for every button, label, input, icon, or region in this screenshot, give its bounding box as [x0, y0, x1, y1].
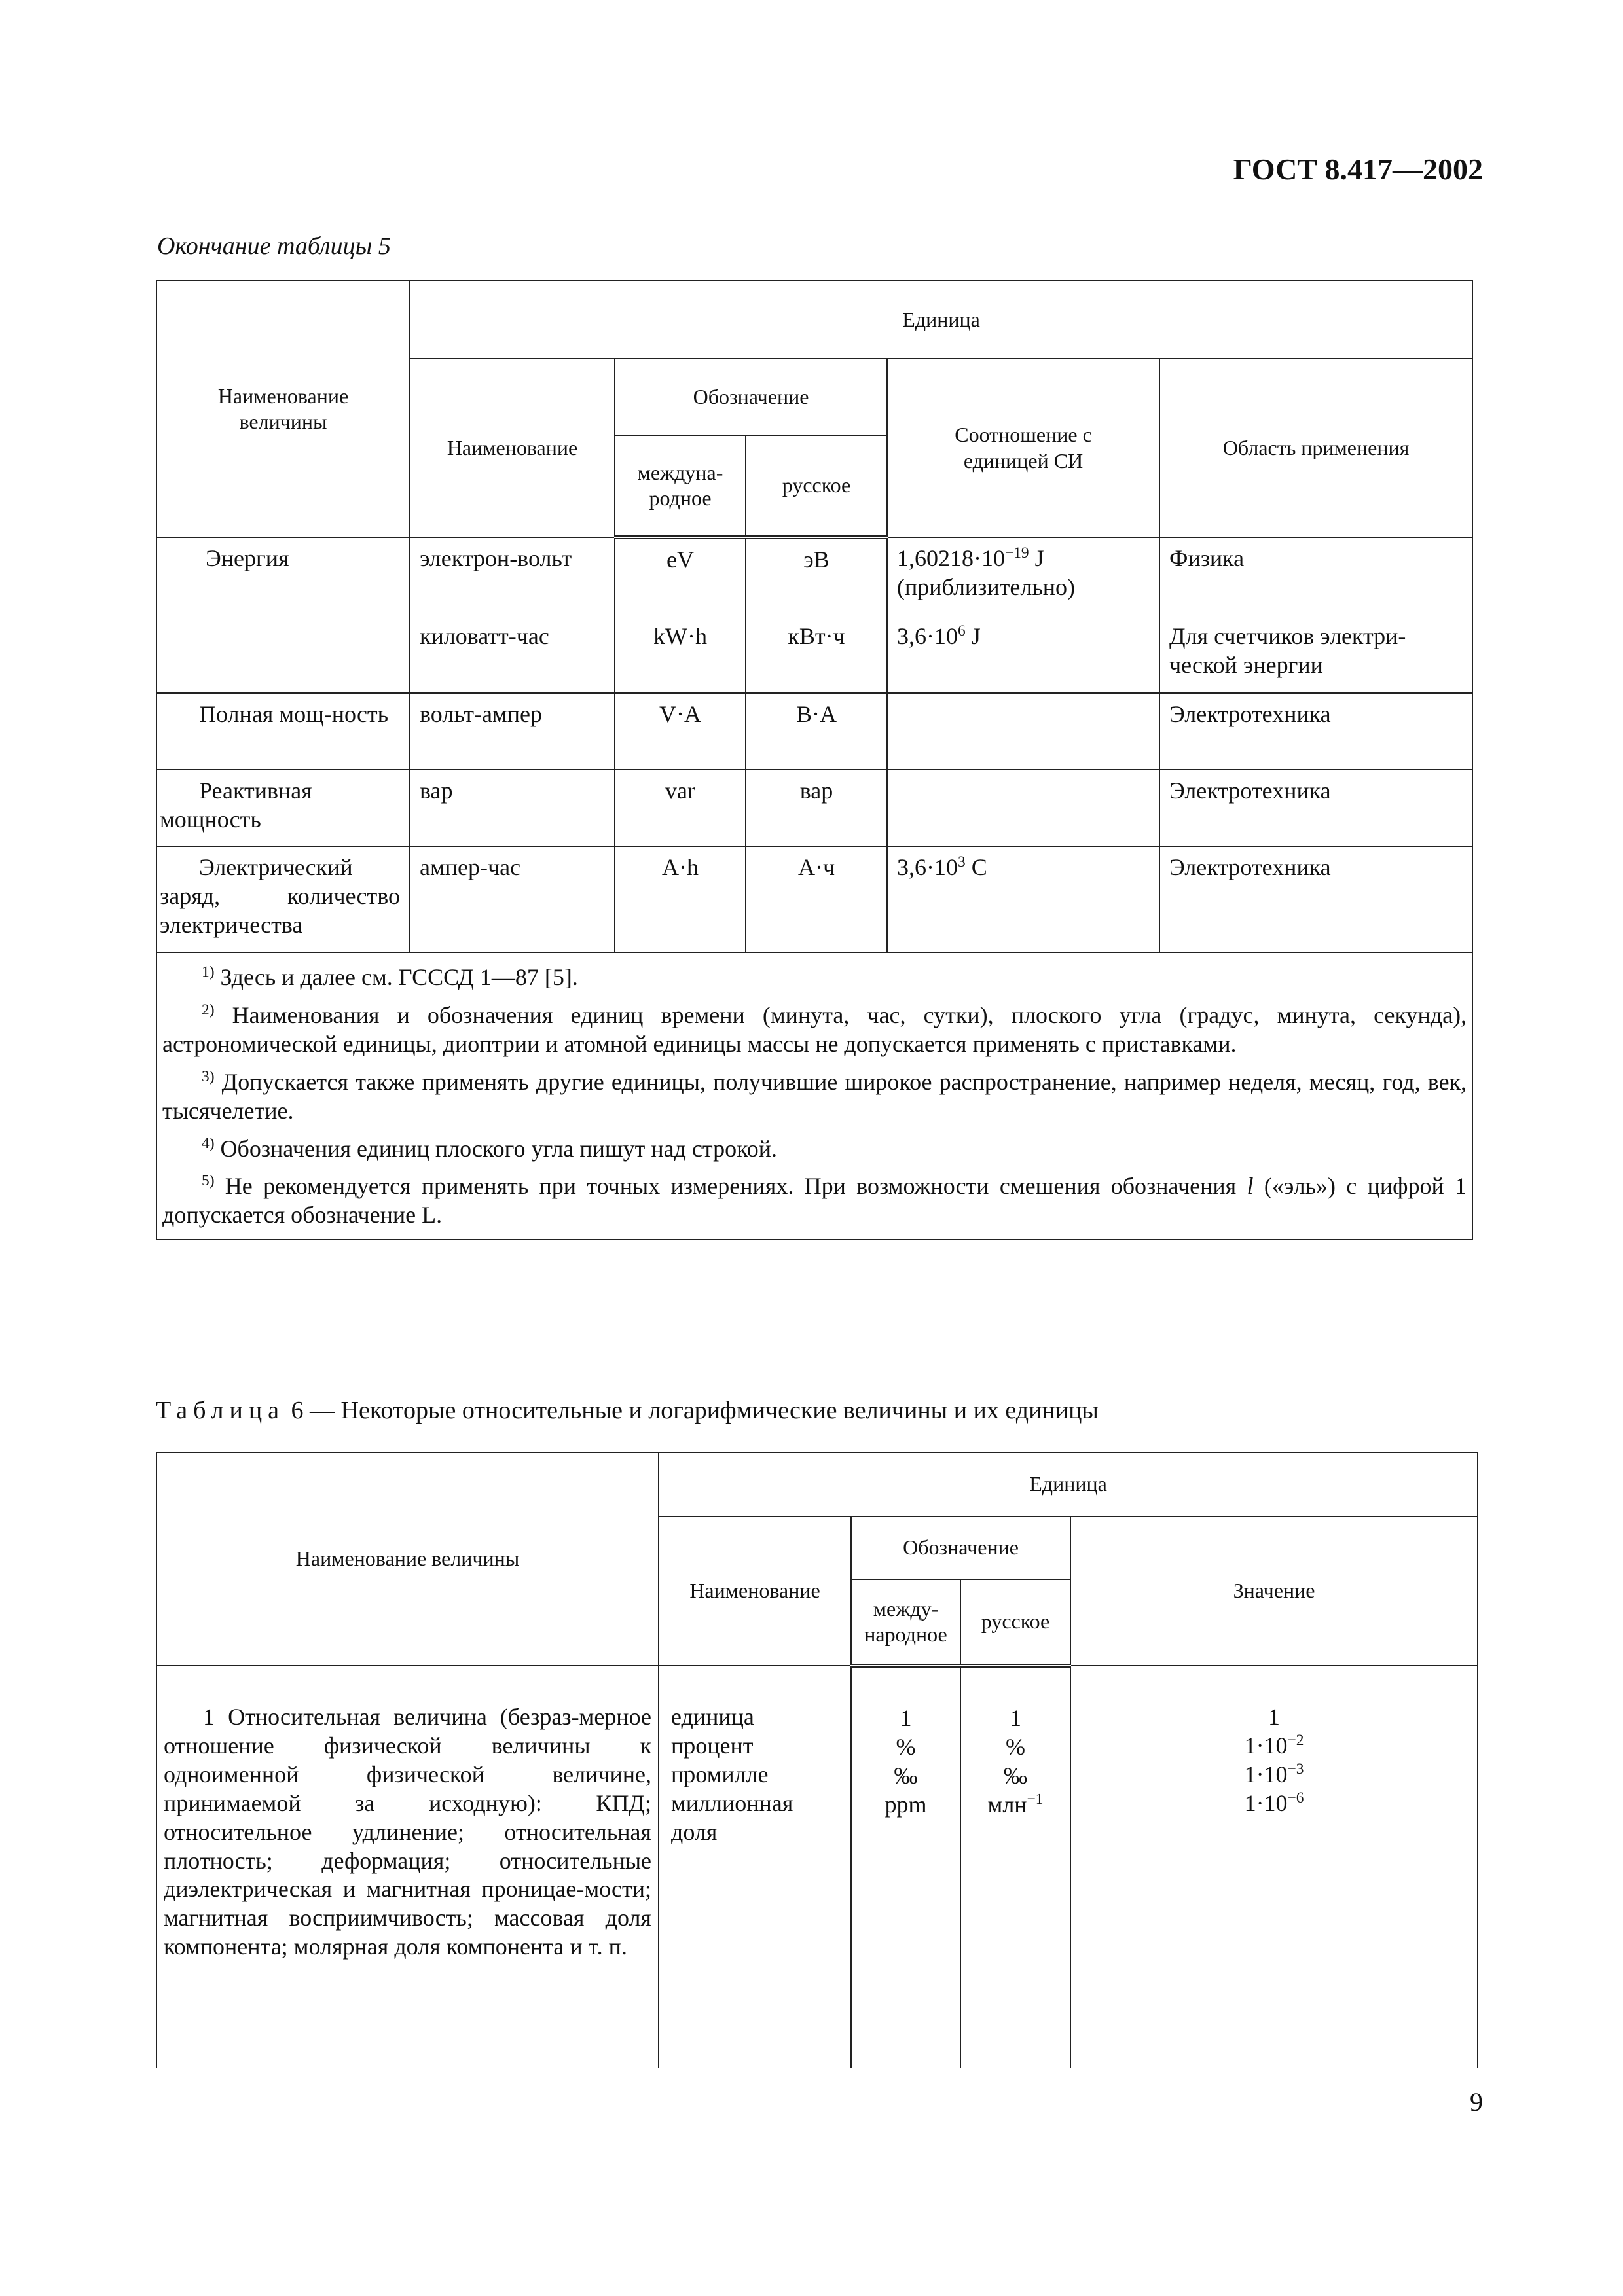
table-row [156, 1666, 1478, 2068]
t6-header-quantity: Наименование величины [156, 1452, 659, 1666]
t5-cell-scope: Электротехника [1159, 693, 1472, 770]
t5-cell-si-relation [887, 846, 1159, 952]
footnote-mark: 4) [202, 1134, 215, 1152]
table-5 [156, 280, 1473, 1240]
t5-cell-scope: Электротехника [1159, 770, 1472, 846]
footnote-text: Не рекомендуется применять при точных измерениях. При возможности смешения обозначения [214, 1173, 1247, 1200]
t5-cell-rus: эВ [746, 537, 887, 616]
t5-cell-si-relation [887, 693, 1159, 770]
footnote [162, 1001, 1467, 1059]
t5-cell-rus: вар [746, 770, 887, 846]
rus-symbol-exponent: −1 [1027, 1790, 1044, 1808]
si-unit: C [965, 854, 987, 880]
t5-cell-intl: V·A [615, 693, 746, 770]
unit-name: миллионная доля [671, 1789, 793, 1845]
intl-symbol: ppm [884, 1791, 927, 1818]
si-unit: J [965, 623, 981, 649]
unit-value: 1 [1268, 1704, 1281, 1730]
t6-header-name: Наименование [659, 1516, 851, 1666]
t6-cell-names [659, 1666, 851, 2068]
footnote [162, 1135, 1467, 1164]
t5-header-scope: Область применения [1159, 359, 1472, 537]
intl-symbol: % [896, 1733, 916, 1760]
si-value: 1,60218·10 [897, 545, 1005, 571]
t5-header-international: междуна-родное [615, 435, 746, 537]
intl-symbol: 1 [900, 1705, 912, 1731]
t6-header-unit: Единица [659, 1452, 1478, 1516]
unit-name: единица [671, 1704, 754, 1730]
si-exponent: 3 [958, 853, 966, 870]
si-exponent: −19 [1005, 545, 1029, 562]
t5-cell-si-relation [887, 770, 1159, 846]
si-exponent: 6 [958, 622, 966, 639]
rus-symbol: % [1006, 1733, 1025, 1760]
t6-header-designation: Обозначение [851, 1516, 1070, 1579]
t6-header-international: между-народное [851, 1579, 960, 1666]
t5-cell-quantity [156, 616, 410, 693]
t5-cell-quantity: Полная мощ-ность [156, 693, 410, 770]
t5-cell-quantity: Энергия [156, 537, 410, 616]
unit-name: промилле [671, 1761, 769, 1787]
si-value: 3,6·10 [897, 854, 958, 880]
table-6-caption-title: 6 — Некоторые относительные и логарифмические величины и их единицы [285, 1397, 1099, 1424]
unit-value: $1\cdot 10^{-6}$ [1244, 1789, 1304, 1816]
t5-header-quantity: Наименование величины [156, 281, 410, 537]
page-number: 9 [1470, 2087, 1483, 2117]
footnote-text: Допускается также применять другие единицы, получившие широкое распространение, например неделя, месяц, год, век, тысячелетие. [162, 1068, 1467, 1124]
t5-cell-name: киловатт-час [410, 616, 615, 693]
t6-cell-quantity [156, 1666, 659, 2068]
t5-cell-intl: eV [615, 537, 746, 616]
t5-cell-quantity: Электрический заряд, количество электричества [156, 846, 410, 952]
t5-cell-name: вар [410, 770, 615, 846]
footnote-italic-symbol: l [1247, 1173, 1254, 1200]
footnote-text: Обозначения единиц плоского угла пишут над строкой. [214, 1135, 778, 1162]
t5-cell-intl: kW·h [615, 616, 746, 693]
t5-cell-scope: Физика [1159, 537, 1472, 616]
t5-header-name: Наименование [410, 359, 615, 537]
t5-cell-rus: А·ч [746, 846, 887, 952]
t5-cell-si-relation [887, 537, 1159, 616]
t5-cell-scope: Электротехника [1159, 846, 1472, 952]
t6-header-value: Значение [1070, 1516, 1478, 1666]
unit-value: $1\cdot 10^{-3}$ [1244, 1760, 1304, 1787]
t5-header-designation: Обозначение [615, 359, 887, 435]
t5-header-si-relation: Соотношение с единицей СИ [887, 359, 1159, 537]
t5-cell-intl: var [615, 770, 746, 846]
t5-header-russian: русское [746, 435, 887, 537]
rus-symbol: 1 [1010, 1705, 1021, 1731]
rus-symbol: ‰ [1004, 1762, 1027, 1789]
t6-cell-rus [960, 1666, 1070, 2068]
si-note: (приблизительно) [897, 573, 1076, 600]
footnote-mark: 2) [202, 1001, 215, 1018]
table-row [156, 693, 1472, 770]
table-5-continuation-label: Окончание таблицы 5 [157, 232, 391, 260]
table-row [156, 537, 1472, 616]
t5-cell-scope: Для счетчиков электри-ческой энергии [1159, 616, 1472, 693]
table-6-caption-prefix: Таблица [156, 1397, 285, 1424]
unit-value: $1\cdot 10^{-2}$ [1244, 1731, 1304, 1759]
t5-cell-si-relation [887, 616, 1159, 693]
quantity-description: 1 Относительная величина (безраз-мерное отношение физической величины к одноименной физической величине, принимаемой за исходную): КПД; относительное удлинение; относительная плотность; деформация; относительные диэлектрическая и магнитная проницае-мости; магнитная восприимчивость; массовая доля компонента; молярная доля компонента и т. п. [164, 1704, 651, 1960]
t5-header-unit: Единица [410, 281, 1472, 359]
t5-cell-rus: кВт·ч [746, 616, 887, 693]
si-unit: J [1029, 545, 1044, 571]
table-row [156, 616, 1472, 693]
t5-cell-name: вольт-ампер [410, 693, 615, 770]
intl-symbol: ‰ [894, 1762, 918, 1789]
rus-symbol-base: млн [987, 1791, 1027, 1818]
footnote-mark: 3) [202, 1067, 215, 1085]
footnote-mark: 1) [202, 963, 215, 980]
document-code: ГОСТ 8.417—2002 [1233, 152, 1483, 186]
footnote-mark: 5) [202, 1172, 215, 1190]
t5-cell-name: ампер-час [410, 846, 615, 952]
footnote [162, 963, 1467, 992]
t5-cell-name: электрон-вольт [410, 537, 615, 616]
t5-cell-quantity: Реактивная мощность [156, 770, 410, 846]
table-row [156, 770, 1472, 846]
t5-cell-rus: В·А [746, 693, 887, 770]
footnote-text: Наименования и обозначения единиц времени (минута, час, сутки), плоского угла (градус, минута, секунда), астрономической единицы, диоптрии и атомной единицы массы не допускается применять с приставками. [162, 1001, 1467, 1057]
footnote-text: Здесь и далее см. ГСССД 1—87 [5]. [214, 964, 578, 990]
footnote [162, 1172, 1467, 1230]
table-6-caption [156, 1396, 1099, 1425]
table-5-footnotes [156, 952, 1472, 1240]
t6-cell-values [1070, 1666, 1478, 2068]
unit-name: процент [671, 1732, 754, 1759]
footnote-text-after: («эль») с цифрой 1 допускается обозначение L. [162, 1173, 1467, 1229]
t6-header-russian: русское [960, 1579, 1070, 1666]
t5-cell-intl: A·h [615, 846, 746, 952]
rus-symbol [964, 1791, 1067, 1820]
table-6 [156, 1452, 1478, 2068]
footnote [162, 1068, 1467, 1126]
t6-cell-intl [851, 1666, 960, 2068]
table-row [156, 846, 1472, 952]
si-value: 3,6·10 [897, 623, 958, 649]
